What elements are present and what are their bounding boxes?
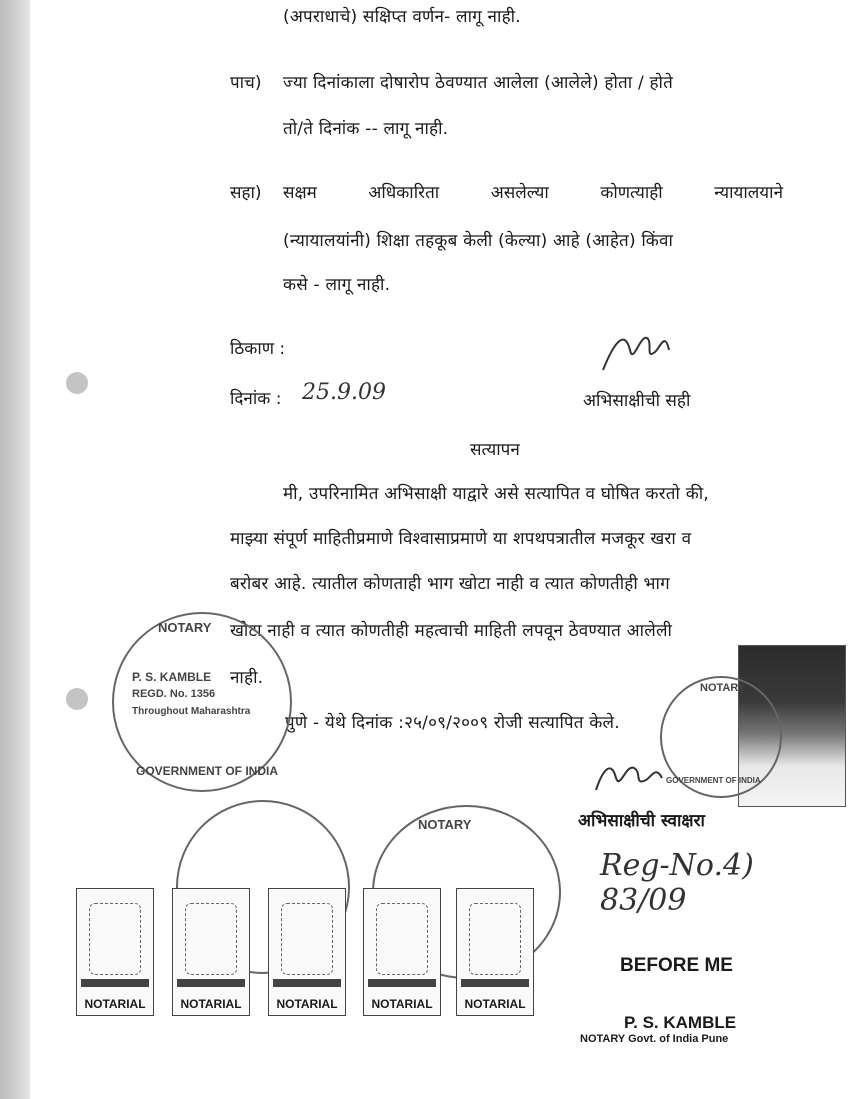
item-6-line-1 bbox=[283, 180, 783, 203]
notarial-stamp bbox=[76, 888, 154, 1016]
place-label: ठिकाण : bbox=[230, 339, 286, 359]
verification-line-6: पुणे - येथे दिनांक :२५/०९/२००९ रोजी सत्यापित केले. bbox=[285, 713, 620, 733]
item-6-number: सहा) bbox=[230, 183, 262, 203]
notarial-stamp-label: NOTARIAL bbox=[371, 997, 433, 1011]
notarial-stamp-label: NOTARIAL bbox=[84, 997, 146, 1011]
punch-hole bbox=[66, 688, 88, 710]
item-6-word: सक्षम bbox=[283, 183, 317, 203]
notarial-stamp bbox=[172, 888, 250, 1016]
notary-seal-left bbox=[112, 612, 292, 792]
item-6-line-2: (न्यायालयांनी) शिक्षा तहकूब केली (केल्या) आहे (आहेत) किंवा bbox=[283, 231, 674, 251]
emblem-icon bbox=[376, 903, 428, 975]
notarial-stamp-label: NOTARIAL bbox=[180, 997, 242, 1011]
seal-reg: REGD. No. 1356 bbox=[132, 688, 216, 700]
deponent-signature-scribble bbox=[590, 756, 670, 796]
verification-line-4: खोटा नाही व त्यात कोणतीही महत्वाची माहिती लपवून ठेवण्यात आलेली bbox=[230, 621, 673, 641]
seal-name: P. S. KAMBLE bbox=[132, 670, 212, 684]
verification-line-1: मी, उपरिनामित अभिसाक्षी याद्वारे असे सत्यापित व घोषित करतो की, bbox=[283, 484, 709, 504]
verification-line-2: माझ्या संपूर्ण माहितीप्रमाणे विश्वासाप्रमाणे या शपथपत्रातील मजकूर खरा व bbox=[230, 529, 692, 549]
scan-margin bbox=[0, 0, 30, 1099]
verification-title: सत्यापन bbox=[470, 440, 520, 460]
deponent-signature-label: अभिसाक्षीची स्वाक्षरा bbox=[578, 811, 705, 831]
punch-hole bbox=[66, 372, 88, 394]
item-6-word: असलेल्या bbox=[490, 183, 549, 203]
seal-area: Throughout Maharashtra bbox=[132, 706, 251, 717]
notary-office: NOTARY Govt. of India Pune bbox=[580, 1033, 729, 1045]
notary-seal-right bbox=[660, 676, 782, 798]
notarial-stamp bbox=[363, 888, 441, 1016]
item-6-word: न्यायालयाने bbox=[714, 183, 783, 203]
item-5-line-2: तो/ते दिनांक -- लागू नाही. bbox=[283, 119, 449, 139]
signature-scribble bbox=[595, 320, 675, 380]
notarial-stamp-label: NOTARIAL bbox=[464, 997, 526, 1011]
seal-government: GOVERNMENT OF INDIA bbox=[136, 764, 279, 778]
date-value: 25.9.09 bbox=[302, 380, 386, 405]
emblem-icon bbox=[281, 903, 333, 975]
item-6-line-3: कसे - लागू नाही. bbox=[283, 275, 391, 295]
emblem-icon bbox=[89, 903, 141, 975]
registration-number: Reg-No.4) 83/09 bbox=[600, 848, 754, 918]
emblem-icon bbox=[185, 903, 237, 975]
item-5-line-1: ज्या दिनांकाला दोषारोप ठेवण्यात आलेला (आलेले) होता / होते bbox=[283, 73, 673, 93]
notarial-stamp-label: NOTARIAL bbox=[276, 997, 338, 1011]
signature-label: अभिसाक्षीची सही bbox=[583, 391, 691, 411]
seal-notary-text: NOTARY bbox=[700, 682, 746, 694]
notarial-stamp bbox=[268, 888, 346, 1016]
before-me-stamp: BEFORE ME bbox=[620, 955, 733, 976]
seal-notary-text: NOTARY bbox=[418, 817, 472, 832]
seal-notary-text: NOTARY bbox=[158, 620, 212, 635]
date-label: दिनांक : bbox=[230, 389, 282, 409]
notary-name: P. S. KAMBLE bbox=[624, 1013, 737, 1032]
seal-government: GOVERNMENT OF INDIA bbox=[666, 776, 761, 785]
item-4-line: (अपराधाचे) सक्षिप्त वर्णन- लागू नाही. bbox=[283, 7, 521, 27]
verification-line-5: नाही. bbox=[230, 668, 264, 688]
emblem-icon bbox=[469, 903, 521, 975]
item-6-word: कोणत्याही bbox=[600, 183, 663, 203]
notarial-stamp bbox=[456, 888, 534, 1016]
item-5-number: पाच) bbox=[230, 73, 262, 93]
verification-line-3: बरोबर आहे. त्यातील कोणताही भाग खोटा नाही व त्यात कोणतीही भाग bbox=[230, 574, 670, 594]
item-6-word: अधिकारिता bbox=[368, 183, 440, 203]
